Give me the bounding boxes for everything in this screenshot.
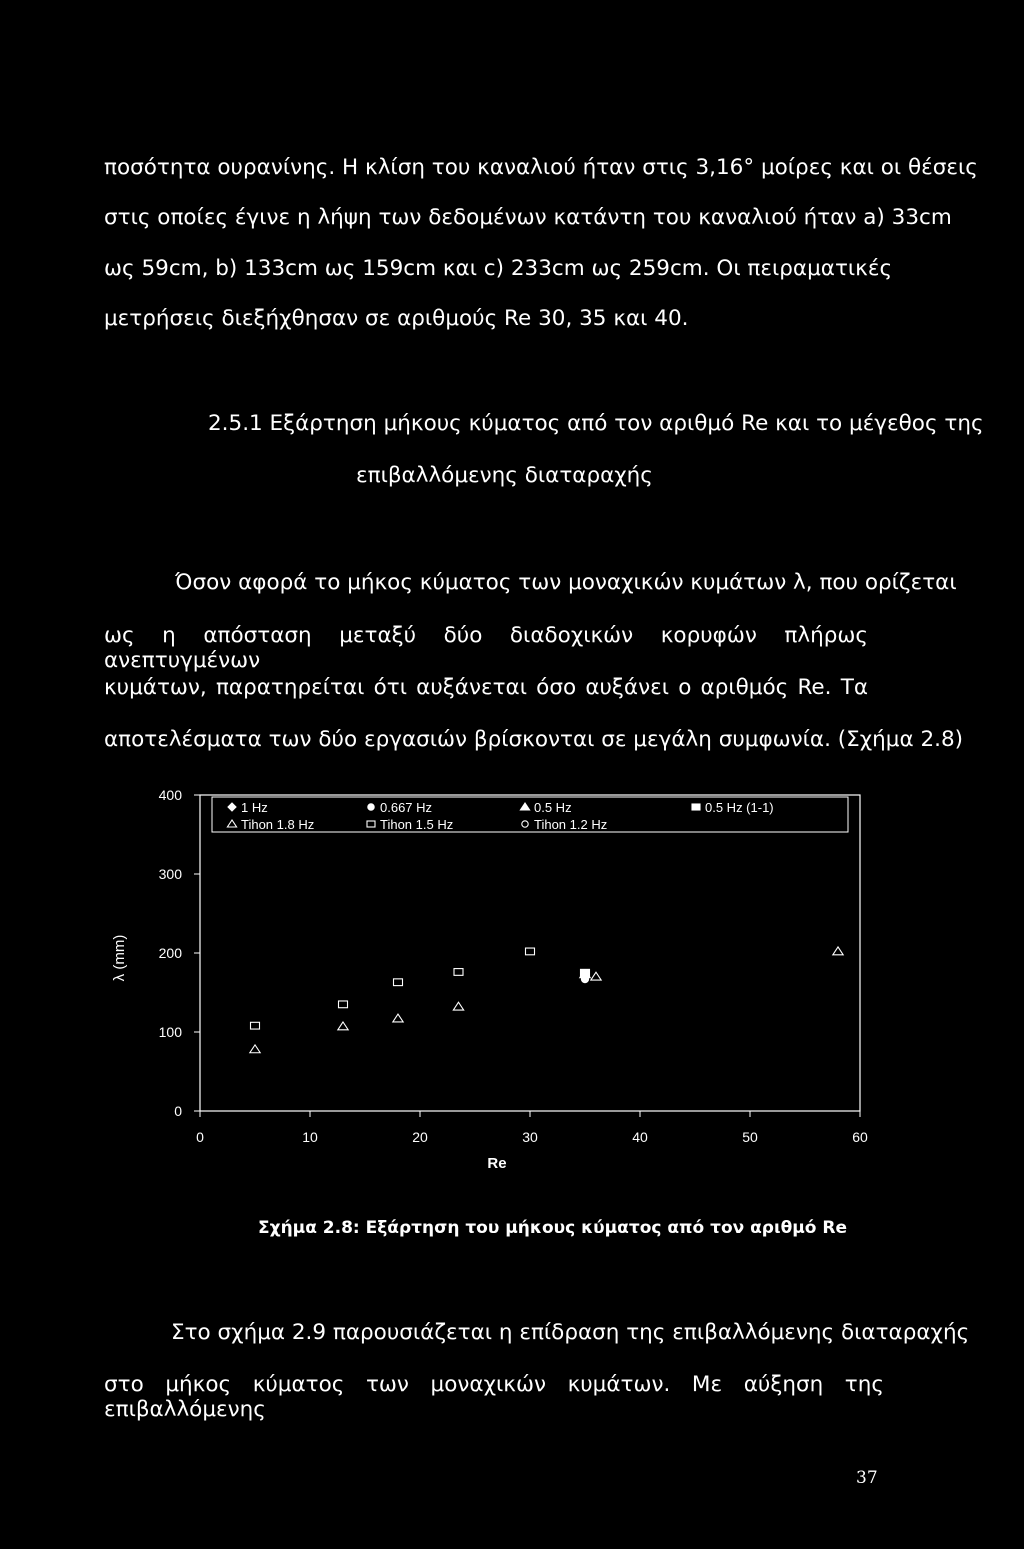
text-line: ποσότητα ουρανίνης. Η κλίση του καναλιού ήταν στις 3,16° μοίρες και οι θέσεις <box>104 155 978 180</box>
legend-marker <box>368 804 374 810</box>
data-point <box>250 1045 260 1053</box>
x-tick-label: 60 <box>852 1129 868 1145</box>
text-line: ως η απόσταση μεταξύ δύο διαδοχικών κορυφών πλήρως ανεπτυγμένων <box>104 623 868 673</box>
data-point <box>526 948 535 955</box>
legend-marker <box>367 821 375 827</box>
legend-label: Tihon 1.5 Hz <box>380 817 454 832</box>
y-tick-label: 0 <box>174 1103 182 1119</box>
y-tick-label: 100 <box>158 1024 182 1040</box>
legend-marker <box>522 821 528 827</box>
legend-label: 0.5 Hz (1-1) <box>705 800 774 815</box>
axis-ticks <box>159 787 868 1145</box>
section-heading-continued: επιβαλλόμενης διαταραχής <box>356 463 653 488</box>
plot-border <box>200 795 860 1111</box>
data-point <box>339 1001 348 1008</box>
data-point <box>338 1022 348 1030</box>
legend-label: 0.5 Hz <box>534 800 572 815</box>
legend-label: Tihon 1.2 Hz <box>534 817 608 832</box>
plot-area <box>200 795 860 1111</box>
x-tick-label: 50 <box>742 1129 758 1145</box>
legend-marker <box>227 820 236 827</box>
y-axis-label: λ (mm) <box>111 934 128 982</box>
data-point <box>453 1002 463 1010</box>
legend-label: Tihon 1.8 Hz <box>241 817 315 832</box>
figure-caption: Σχήμα 2.8: Εξάρτηση του μήκους κύματος από τον αριθμό Re <box>258 1218 848 1238</box>
data-markers <box>250 947 843 1053</box>
text-line: αποτελέσματα των δύο εργασιών βρίσκονται σε μεγάλη συμφωνία. (Σχήμα 2.8) <box>104 727 964 752</box>
legend-marker <box>520 803 529 810</box>
legend-label: 1 Hz <box>241 800 268 815</box>
text-line: Όσον αφορά το μήκος κύματος των μοναχικών κυμάτων λ, που ορίζεται <box>175 570 957 595</box>
text-line: μετρήσεις διεξήχθησαν σε αριθμούς Re 30, 35 και 40. <box>104 306 689 331</box>
data-point <box>833 947 843 955</box>
text-line: στο μήκος κύματος των μοναχικών κυμάτων. Με αύξηση της επιβαλλόμενης <box>104 1372 884 1422</box>
x-tick-label: 20 <box>412 1129 428 1145</box>
y-tick-label: 400 <box>158 787 182 803</box>
data-point <box>581 969 590 976</box>
data-point <box>394 979 403 986</box>
page-number: 37 <box>856 1468 878 1488</box>
data-point <box>454 969 463 976</box>
x-tick-label: 0 <box>196 1129 204 1145</box>
x-tick-label: 10 <box>302 1129 318 1145</box>
text-line: Στο σχήμα 2.9 παρουσιάζεται η επίδραση της επιβαλλόμενης διαταραχής <box>171 1320 970 1345</box>
data-point <box>251 1022 260 1029</box>
x-tick-label: 30 <box>522 1129 538 1145</box>
y-tick-label: 200 <box>158 945 182 961</box>
legend-marker <box>692 804 700 810</box>
text-line: κυμάτων, παρατηρείται ότι αυξάνεται όσο αυξάνει ο αριθμός Re. Τα <box>104 675 868 700</box>
y-tick-label: 300 <box>158 866 182 882</box>
x-axis-label: Re <box>487 1155 507 1172</box>
chart-legend <box>212 797 848 832</box>
data-point <box>393 1014 403 1022</box>
section-heading: 2.5.1 Εξάρτηση μήκους κύματος από τον αριθμό Re και το μέγεθος της <box>208 411 984 436</box>
text-line: ως 59cm, b) 133cm ως 159cm και c) 233cm ως 259cm. Οι πειραματικές <box>104 256 893 281</box>
legend-label: 0.667 Hz <box>380 800 433 815</box>
x-tick-label: 40 <box>632 1129 648 1145</box>
text-line: στις οποίες έγινε η λήψη των δεδομένων κατάντη του καναλιού ήταν a) 33cm <box>104 205 952 230</box>
legend-marker <box>228 803 236 811</box>
data-point <box>591 972 601 980</box>
